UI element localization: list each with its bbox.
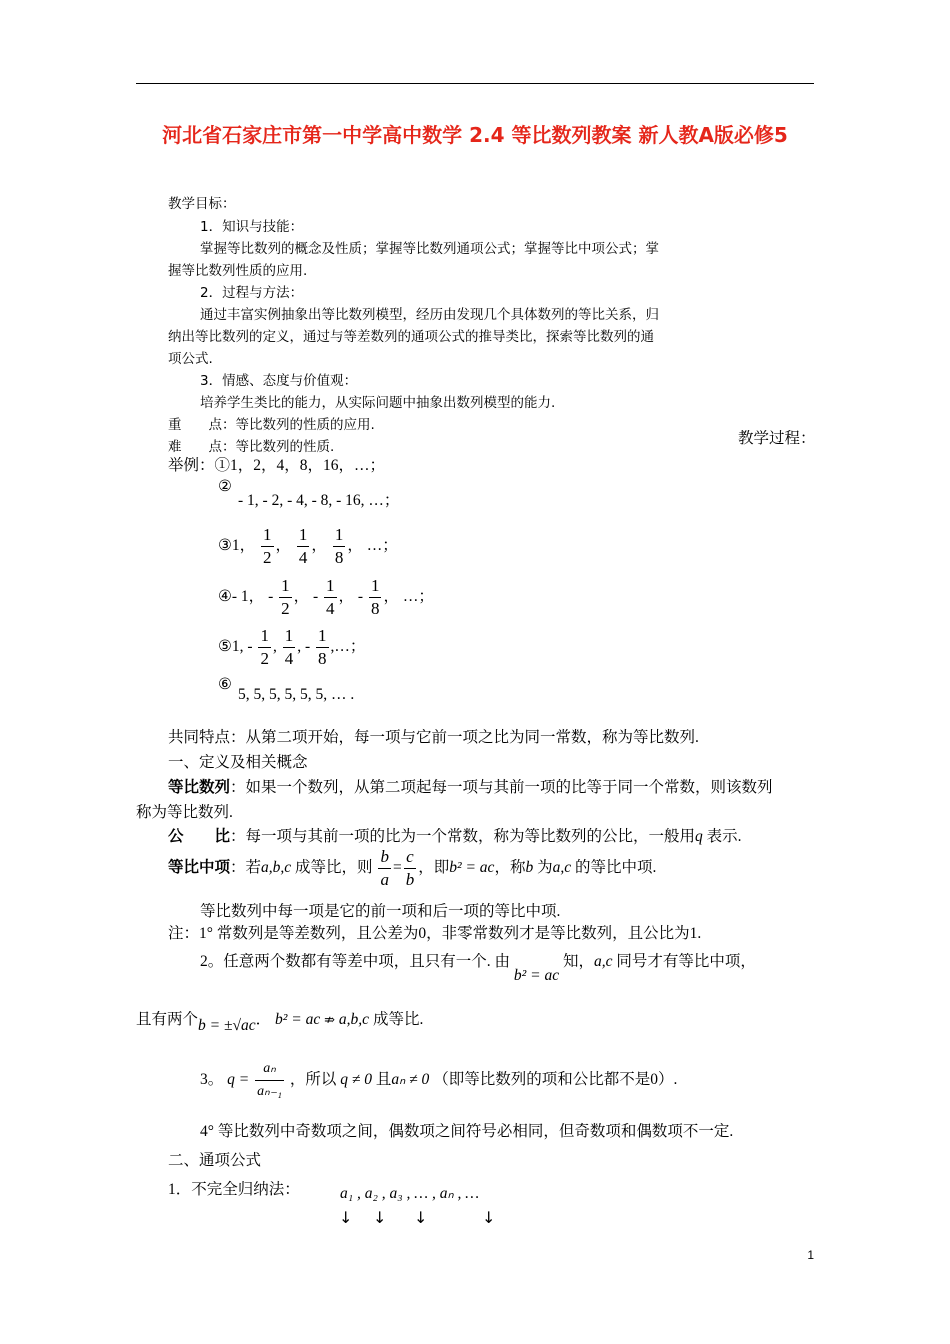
section-2-heading: 二、通项公式 — [168, 1152, 262, 1169]
example-6-mark: ⑥ — [218, 676, 232, 693]
geometric-mean: 等比中项：若a,b,c 成等比，则 $\frac{b}{a}$ = $\frac{c}{b}$ ，即b² = ac，称b 为a,c 的等比中项. — [168, 847, 657, 889]
objective-2-text-cont2: 项公式. — [168, 351, 213, 367]
definition — [168, 775, 773, 797]
objective-2-text: 通过丰富实例抽象出等比数列模型，经历由发现几个具体数列的等比关系，归 — [200, 307, 659, 323]
example-3-mark: ③1， — [218, 537, 256, 555]
fraction: $\frac{1}{4}$ — [326, 576, 335, 618]
note-4: 4° 等比数列中奇数项之间，偶数项之间符号必相同，但奇数项和偶数项不一定. — [200, 1123, 734, 1140]
fraction: $\frac{\text{aₙ}}{\text{aₙ₋₁}}$ — [255, 1058, 284, 1103]
implies-not-icon: ⇏ — [324, 1012, 336, 1027]
objective-1-heading: 1．知识与技能： — [200, 219, 304, 235]
ellipsis: ,…； — [330, 638, 366, 656]
down-arrow-icon: ↓ — [339, 1208, 353, 1227]
induction-sequence: a₁ , a₂ , a₃ , … , aₙ , … — [340, 1185, 480, 1202]
fraction: $\frac{c}{b}$ — [405, 847, 415, 889]
down-arrow-icon: ↓ — [373, 1208, 387, 1227]
key-point-text: 等比数列的性质的应用. — [235, 417, 375, 433]
mean-label: 等比中项 — [168, 859, 231, 877]
example-3: ③1， $\frac{1}{2}$ ， $\frac{1}{4}$ ， $\frac{1}{8}$ ， …； — [218, 525, 398, 567]
header-rule — [136, 83, 814, 84]
ellipsis: …； — [366, 537, 398, 555]
page-title: 河北省石家庄市第一中学高中数学 2.4 等比数列教案 新人教A版必修5 — [162, 123, 788, 147]
example-2: - 1, - 2, - 4, - 8, - 16, …； — [238, 492, 400, 509]
note-1: 注：1° 常数列是等差数列，且公差为0，非零常数列才是等比数列，且公比为1. — [168, 925, 702, 942]
objective-3-text: 培养学生类比的能力，从实际问题中抽象出数列模型的能力. — [200, 395, 556, 411]
note-2: 2。任意两个数都有等差中项，且只有一个. 由 b² = ac 知，a,c 同号才有等比中项， — [200, 953, 756, 984]
objective-1-text-cont: 握等比数列性质的应用. — [168, 263, 308, 279]
fraction: $\frac{1}{8}$ — [370, 576, 380, 618]
example-4: ④- 1， - $\frac{1}{2}$ ， - $\frac{1}{4}$ ， - $\frac{1}{8}$ ， …； — [218, 576, 434, 618]
example-1 — [168, 453, 385, 475]
key-point-label: 重 点： — [168, 417, 236, 433]
mean-statement: 等比数列中每一项是它的前一项和后一项的等比中项. — [200, 903, 561, 920]
objectives-heading: 教学目标： — [168, 196, 236, 212]
ratio-definition: 公 比：每一项与其前一项的比为一个常数，称为等比数列的公比，一般用q 表示. — [168, 828, 742, 845]
definition-cont: 称为等比数列. — [136, 804, 233, 821]
induction-label: 1．不完全归纳法： — [168, 1181, 300, 1198]
example-2-mark: ② — [218, 478, 232, 495]
difficult-point-label: 难 点： — [168, 439, 236, 455]
fraction: $\frac{1}{8}$ — [318, 626, 327, 668]
fraction: $\frac{1}{4}$ — [298, 525, 308, 567]
examples-label: 举例： — [168, 457, 215, 474]
fraction: $\frac{1}{8}$ — [334, 525, 344, 567]
difficult-point-text: 等比数列的性质. — [235, 439, 335, 455]
common-feature: 共同特点：从第二项开始，每一项与它前一项之比为同一常数，称为等比数列. — [168, 729, 699, 746]
section-1-heading: 一、定义及相关概念 — [168, 754, 308, 771]
definition-label: 等比数列 — [168, 779, 231, 796]
definition-text: ：如果一个数列，从第二项起每一项与其前一项的比等于同一个常数，则该数列 — [230, 779, 773, 796]
note-3: 3。 q = $\frac{\text{aₙ}}{\text{aₙ₋₁}}$ ，所以 q ≠ 0 且aₙ ≠ 0 （即等比数列的项和公比都不是0）. — [200, 1058, 677, 1103]
ellipsis: …； — [402, 588, 434, 606]
fraction: $\frac{1}{2}$ — [281, 576, 290, 618]
objective-1-text: 掌握等比数列的概念及性质；掌握等比数列通项公式；掌握等比中项公式；掌 — [200, 241, 659, 257]
objective-2-text-cont: 纳出等比数列的定义，通过与等差数列的通项公式的推导类比，探索等比数列的通 — [168, 329, 654, 345]
example-5-mark: ⑤1 — [218, 638, 240, 656]
down-arrow-icon: ↓ — [482, 1208, 496, 1227]
objective-2-heading: 2．过程与方法： — [200, 285, 304, 301]
fraction: $\frac{b}{a}$ — [380, 847, 389, 889]
key-point — [168, 413, 375, 433]
ratio-label: 公 比 — [168, 828, 231, 845]
objective-3-heading: 3．情感、态度与价值观： — [200, 373, 358, 389]
note-2-cont: 且有两个b = ±√ac． b² = ac ⇏ a,b,c 成等比. — [136, 1011, 424, 1034]
page-number: 1 — [807, 1248, 814, 1262]
difficult-point — [168, 435, 334, 455]
example-4-mark: ④- 1， — [218, 588, 265, 606]
example-6: 5, 5, 5, 5, 5, 5, … . — [238, 686, 355, 703]
process-heading: 教学过程： — [738, 430, 816, 447]
down-arrow-icon: ↓ — [414, 1208, 428, 1227]
example-5: ⑤1, - $\frac{1}{2}$ , $\frac{1}{4}$ , - $\frac{1}{8}$ ,…； — [218, 626, 366, 668]
fraction: $\frac{1}{2}$ — [260, 626, 269, 668]
example-1-text: ①1，2，4，8，16，…； — [214, 457, 386, 474]
fraction: $\frac{1}{2}$ — [263, 525, 272, 567]
fraction: $\frac{1}{4}$ — [284, 626, 294, 668]
